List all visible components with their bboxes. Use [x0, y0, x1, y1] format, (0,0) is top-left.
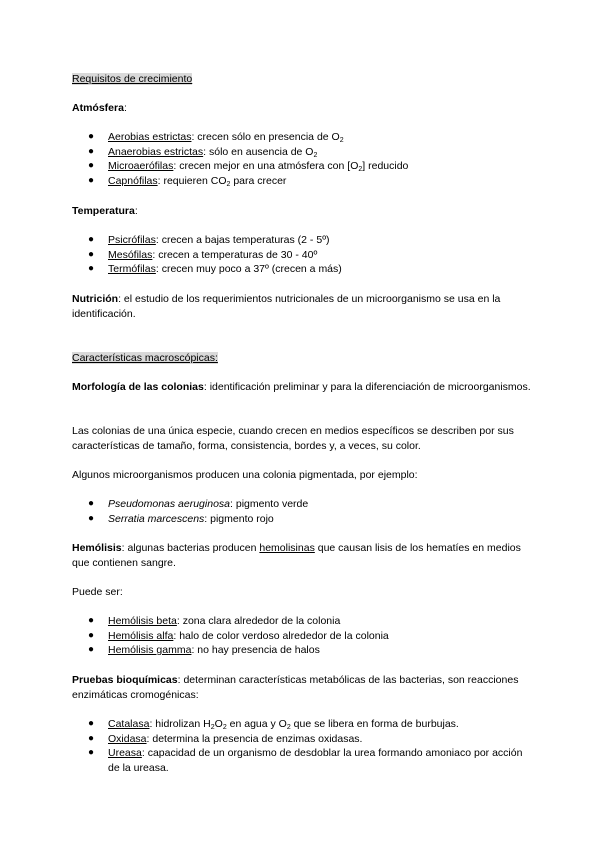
- list-item: ● Termófilas: crecen muy poco a 37º (crecen a más): [88, 263, 342, 275]
- list-item: ● Catalasa: hidrolizan $H_2O_2$ en agua y $O_2$ que se libera en forma de burbujas.: [88, 718, 459, 731]
- bullet-icon: ●: [88, 248, 95, 260]
- list-item: ● Anaerobias estrictas: sólo en ausencia de $O_2$: [88, 145, 318, 159]
- list-item: ● Mesófilas: crecen a temperaturas de 30 - 40º: [88, 248, 318, 261]
- list-item: ● Serratia marcescens: pigmento rojo: [88, 512, 274, 525]
- section-title-requisitos: Requisitos de crecimiento: [72, 73, 193, 85]
- puede-ser-text: Puede ser:: [72, 586, 123, 598]
- bullet-icon: ●: [88, 747, 95, 758]
- list-item: ● Pseudomonas aeruginosa: pigmento verde: [88, 498, 309, 510]
- temperatura-list: [72, 233, 532, 277]
- atmosfera-list: [72, 130, 532, 188]
- list-item: ● Ureasa: capacidad de un organismo de desdoblar la urea formando amoniaco por acción de la ureasa.: [88, 747, 523, 774]
- bullet-icon: ●: [88, 234, 95, 245]
- bullet-icon: ●: [88, 160, 95, 171]
- bullet-icon: ●: [88, 644, 95, 655]
- list-item: ● Oxidasa: determina la presencia de enzimas oxidasas.: [88, 732, 363, 745]
- list-item: ● Capnófilas: requieren $CO_2$ para crecer: [88, 174, 287, 188]
- nutricion-paragraph: Nutrición: el estudio de los requerimientos nutricionales de un microorganismo se usa en la identificación.: [72, 293, 501, 320]
- bullet-icon: ●: [88, 174, 95, 186]
- bullet-icon: ●: [88, 145, 95, 157]
- bullet-icon: ●: [88, 615, 95, 626]
- pruebas-list: [72, 717, 532, 775]
- pruebas-paragraph: Pruebas bioquímicas: determinan características metabólicas de las bacterias, son reacciones enzimáticas cromogénicas:: [72, 674, 519, 701]
- bullet-icon: ●: [88, 732, 95, 744]
- colonias-paragraph: Las colonias de una única especie, cuando crecen en medios específicos se describen por sus características de tamaño, forma, consistencia, bordes y, a veces, su color.: [72, 425, 514, 452]
- hemolisis-tipos-list: [72, 614, 532, 658]
- pigmentada-intro: Algunos microorganismos producen una colonia pigmentada, por ejemplo:: [72, 469, 418, 481]
- bullet-icon: ●: [88, 263, 95, 274]
- atmosfera-heading: Atmósfera:: [72, 102, 127, 114]
- list-item: ● Microaerófilas: crecen mejor en una atmósfera con $[O_2]$ reducido: [88, 160, 409, 173]
- hemolisis-paragraph: Hemólisis: algunas bacterias producen hemolisinas que causan lisis de los hematíes en medios que contienen sangre.: [72, 542, 521, 569]
- list-item: ● Hemólisis beta: zona clara alrededor de la colonia: [88, 615, 341, 627]
- section-title-caracteristicas: Características macroscópicas:: [72, 352, 218, 364]
- bullet-icon: ●: [88, 131, 95, 142]
- list-item: ● Psicrófilas: crecen a bajas temperaturas (2 - 5º): [88, 234, 330, 246]
- bullet-icon: ●: [88, 512, 95, 524]
- temperatura-heading: Temperatura:: [72, 205, 138, 217]
- bullet-icon: ●: [88, 718, 95, 729]
- morfologia-paragraph: Morfología de las colonias: identificación preliminar y para la diferenciación de microorganismos.: [72, 381, 531, 393]
- bullet-icon: ●: [88, 498, 95, 509]
- bullet-icon: ●: [88, 629, 95, 641]
- list-item: ● Hemólisis alfa: halo de color verdoso alrededor de la colonia: [88, 629, 389, 642]
- list-item: ● Hemólisis gamma: no hay presencia de halos: [88, 644, 320, 656]
- list-item: ● Aerobias estrictas: crecen sólo en presencia de $O_2$: [88, 131, 344, 144]
- pigmentada-list: [72, 497, 532, 526]
